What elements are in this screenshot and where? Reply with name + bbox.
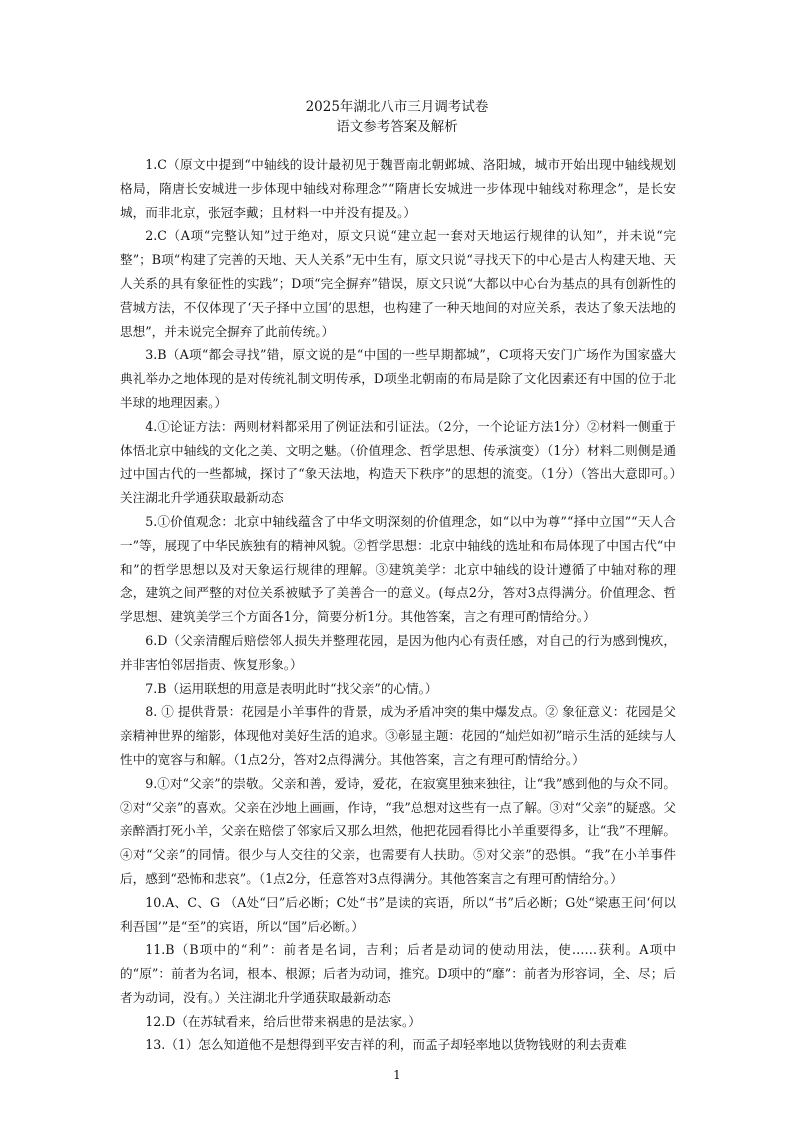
answer-5: 5.①价值观念：北京中轴线蕴含了中华文明深刻的价值理念，如“以中为尊”“择中立国”“天人合一”等，展现了中华民族独有的精神风貌。②哲学思想：北京中轴线的选址和布局体现了中国古代“中和”的哲学思想以及对天象运行规律的理解。③建筑美学：北京中轴线的设计遵循了中轴对称的理念，建筑之间严整的对位关系被赋予了美善合一的意义。(每点2分，答对3点得满分。价值理念、哲学思想、建筑美学三个方面各1分，简要分析1分。其他答案，言之有理可酌情给分。）	[120, 513, 676, 625]
answer-11: 11.B（B项中的“利”：前者是名词，吉利；后者是动词的使动用法，使……获利。A项中的“原”：前者为名词，根本、根源；后者为动词，推究。D项中的“靡”：前者为形容词，全、尽；后者为动词，没有。）关注湖北升学通获取最新动态	[120, 942, 676, 1005]
answer-12: 12.D（在苏轼看来，给后世带来祸患的是法家。）	[145, 1013, 421, 1029]
answer-2: 2.C（A项“完整认知”过于绝对，原文只说“建立起一套对天地运行规律的认知”，并未说“完整”；B项“构建了完善的天地、天人关系”无中生有，原文只说“寻找天下的中心是古人构建天地、天人关系的具有象征性的实践”；D项“完全摒弃”错误，原文只说“大都以中心台为基点的具有创新性的营城方法，不仅体现了‘天子择中立国’的思想，也构建了一种天地间的对应关系，表达了象天法地的思想”，并未说完全摒弃了此前传统。）	[120, 228, 676, 339]
answer-6: 6.D（父亲清醒后赔偿邻人损失并整理花园，是因为他内心有责任感，对自己的行为感到愧疚，并非害怕邻居指责、恢复形象。）	[120, 632, 676, 672]
document-subtitle: 语文参考答案及解析	[336, 119, 458, 135]
answer-3: 3.B（A项“都会寻找”错，原文说的是“中国的一些早期都城”，C项将天安门广场作为国家盛大典礼举办之地体现的是对传统礼制文明传承，D项坐北朝南的布局是除了文化因素还有中国的位于北半球的地理因素。）	[120, 347, 676, 410]
document-title: 2025年湖北八市三月调考试卷	[305, 99, 489, 115]
page-number: 1	[393, 1068, 401, 1082]
answer-list	[120, 153, 676, 1057]
answer-9: 9.①对“父亲”的崇敬。父亲和善，爱诗，爱花，在寂寞里独来独往，让“我”感到他的与众不同。②对“父亲”的喜欢。父亲在沙地上画画，作诗，“我”总想对这些有一点了解。③对“父亲”的疑惑。父亲醉酒打死小羊，父亲在赔偿了邻家后又那么坦然，他把花园看得比小羊重要得多，让“我”不理解。④对“父亲”的同情。很少与人交往的父亲，也需要有人扶助。⑤对父亲”的恐惧。“我”在小羊事件后，感到“恐怖和悲哀”。（1点2分，任意答对3点得满分。其他答案言之有理可酌情给分。）	[120, 775, 676, 886]
answer-1: 1.C（原文中提到“中轴线的设计最初见于魏晋南北朝邺城、洛阳城，城市开始出现中轴线规划格局，隋唐长安城进一步体现中轴线对称理念”“隋唐长安城进一步体现中轴线对称理念”，是长安城，而非北京，张冠李戴；且材料一中并没有提及。）	[120, 157, 676, 220]
document-title-block	[0, 97, 794, 137]
answer-13: 13.（1）怎么知道他不是想得到平安吉祥的利，而孟子却轻率地以货物钱财的利去责难	[145, 1037, 627, 1053]
answer-10: 10.A、C、G （A处“曰”后必断；C处“书”是读的宾语，所以“书”后必断；G处“梁惠王问‘何以利吾国’”是“至”的宾语，所以“国”后必断。）	[120, 894, 676, 934]
answer-7: 7.B（运用联想的用意是表明此时“找父亲”的心情。）	[145, 680, 438, 696]
answer-8: 8. ① 提供背景：花园是小羊事件的背景，成为矛盾冲突的集中爆发点。② 象征意义：花园是父亲精神世界的缩影，体现他对美好生活的追求。③彰显主题：花园的“灿烂如初”暗示生活的延续与人性中的宽容与和解。（1点2分，答对2点得满分。其他答案，言之有理可酌情给分。）	[120, 704, 676, 767]
answer-4: 4.①论证方法：两则材料都采用了例证法和引证法。（2分，一个论证方法1分）②材料一侧重于体悟北京中轴线的文化之美、文明之魅。（价值理念、哲学思想、传承演变）（1分）材料二则侧是通过中国古代的一些都城，探讨了“象天法地，构造天下秩序”的思想的流变。（1分）（答出大意即可。）关注湖北升学通获取最新动态	[120, 418, 676, 506]
